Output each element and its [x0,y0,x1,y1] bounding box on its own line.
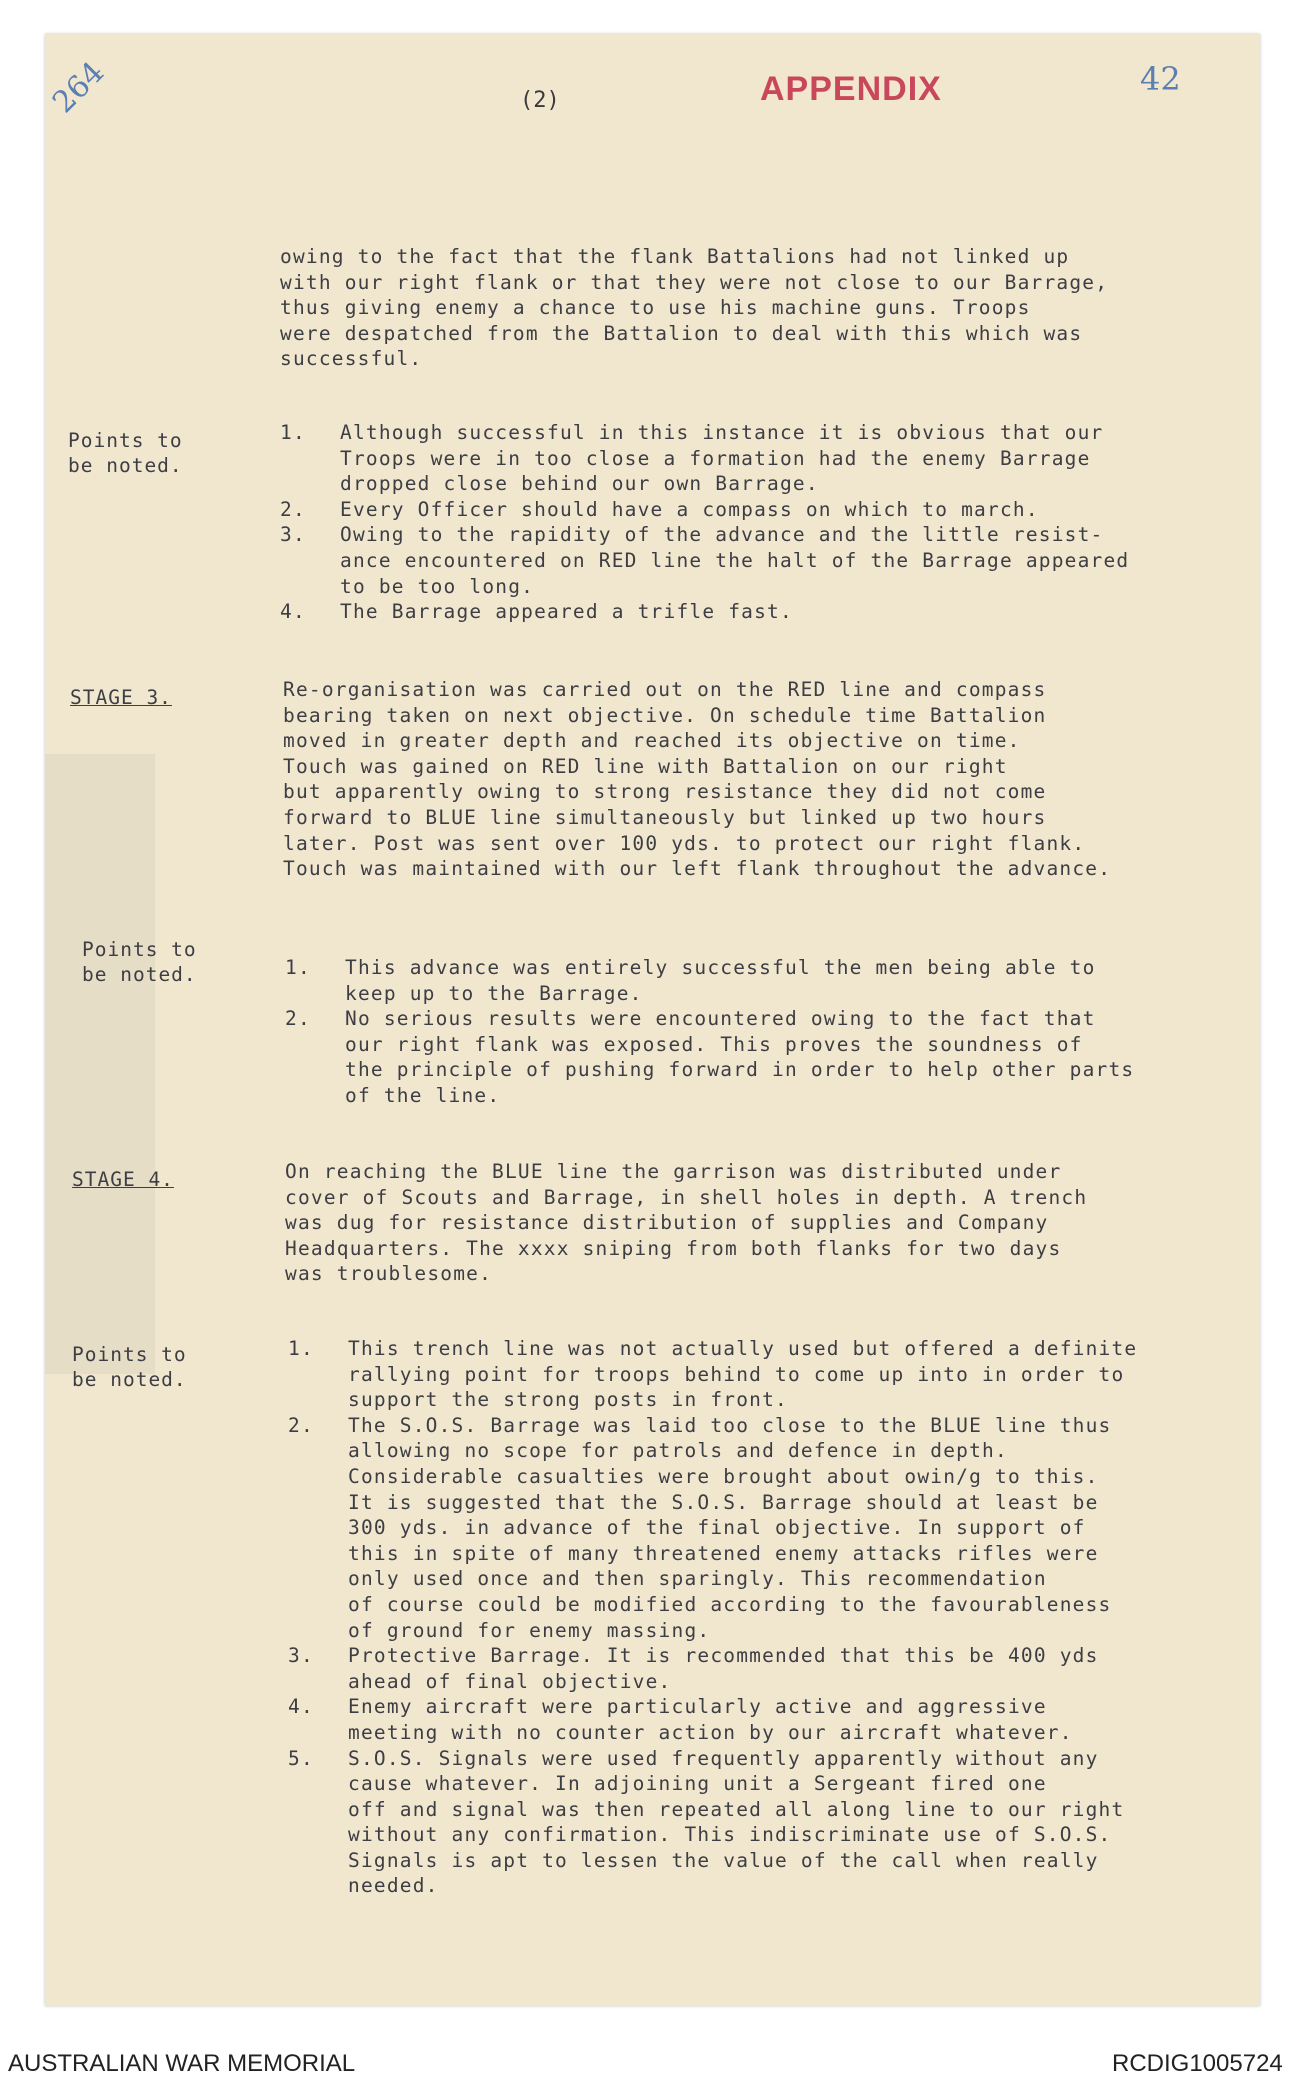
stage-4-label: STAGE 4. [72,1168,174,1191]
stage-3-label: STAGE 3. [70,686,172,709]
points-label-3: Points to be noted. [72,1343,187,1391]
list-item: 4. Enemy aircraft were particularly active and aggressive meeting with no counter action by our aircraft whatever. [288,1695,1073,1744]
list-item: 2. Every Officer should have a compass on which to march. [280,497,1039,521]
list-item: 3. Protective Barrage. It is recommended that this be 400 yds ahead of final objective. [288,1644,1099,1693]
stage-3-text: Re-organisation was carried out on the RED line and compass bearing taken on next objective. On schedule time Battalion moved in greater depth and reached its objective on time. Touch was gained on RED line with Battalion on our right but apparently owing to strong resistance they did not come forward to BLUE line simultaneously but linked up two hours later. Post was sent over 100 yds. to protect our right flank. Touch was maintained with our left flank throughout the advance. [283,678,1112,881]
list-item: 4. The Barrage appeared a trifle fast. [280,600,793,624]
list-item: 1. Although successful in this instance it is obvious that our Troops were in too close a formation had the enemy Barrage dropped close behind our own Barrage. [280,421,1104,496]
footer-record-id: RCDIG1005724 [1112,2050,1283,2077]
points-label-2: Points to be noted. [82,938,197,986]
stage-4-text: On reaching the BLUE line the garrison was distributed under cover of Scouts and Barrage, in shell holes in depth. A trench was dug for resistance distribution of supplies and Company Headquarters. The xxxx sniping from both flanks for two days was troublesome. [285,1160,1088,1286]
list-item: 2. The S.O.S. Barrage was laid too close to the BLUE line thus allowing no scope for patrols and defence in depth. Considerable casualties were brought about owin/g to this. It is suggested that the S.O.S. Barrage should at least be 300 yds. in advance of the final objective. In support of this in spite of many threatened enemy attacks rifles were only used once and then sparingly. This recommendation of course could be modified according to the favourableness of ground for enemy massing. [288,1413,1112,1642]
list-item: 1. This advance was entirely successful the men being able to keep up to the Barrage. [285,956,1096,1005]
handwritten-folio-left: 264 [46,54,112,121]
appendix-stamp: APPENDIX [760,70,942,108]
page-number: (2) [520,88,560,113]
points-list-2 [285,955,1275,1109]
footer-institution: AUSTRALIAN WAR MEMORIAL [8,2050,356,2077]
list-item: 5. S.O.S. Signals were used frequently apparently without any cause whatever. In adjoining unit a Sergeant fired one off and signal was then repeated all along line to our right without any confirmation. This indiscriminate use of S.O.S. Signals is apt to lessen the value of the call when really needed. [288,1746,1125,1898]
points-label-1: Points to be noted. [68,429,183,477]
intro-paragraph: owing to the fact that the flank Battalions had not linked up with our right flank or that they were not close to our Barrage, thus giving enemy a chance to use his machine guns. Troops were despatched from the Battalion to deal with this which was successful. [280,245,1109,371]
list-item: 1. This trench line was not actually used but offered a definite rallying point for troops behind to come up into in order to support the strong posts in front. [288,1337,1138,1412]
points-list-3 [288,1336,1278,1899]
list-item: 3. Owing to the rapidity of the advance and the little resist- ance encountered on RED line the halt of the Barrage appeared to be too long. [280,523,1130,598]
list-item: 2. No serious results were encountered owing to the fact that our right flank was exposed. This proves the soundness of the principle of pushing forward in order to help other parts of the line. [285,1007,1135,1107]
points-list-1 [280,420,1270,625]
handwritten-folio-right: 42 [1140,60,1181,98]
